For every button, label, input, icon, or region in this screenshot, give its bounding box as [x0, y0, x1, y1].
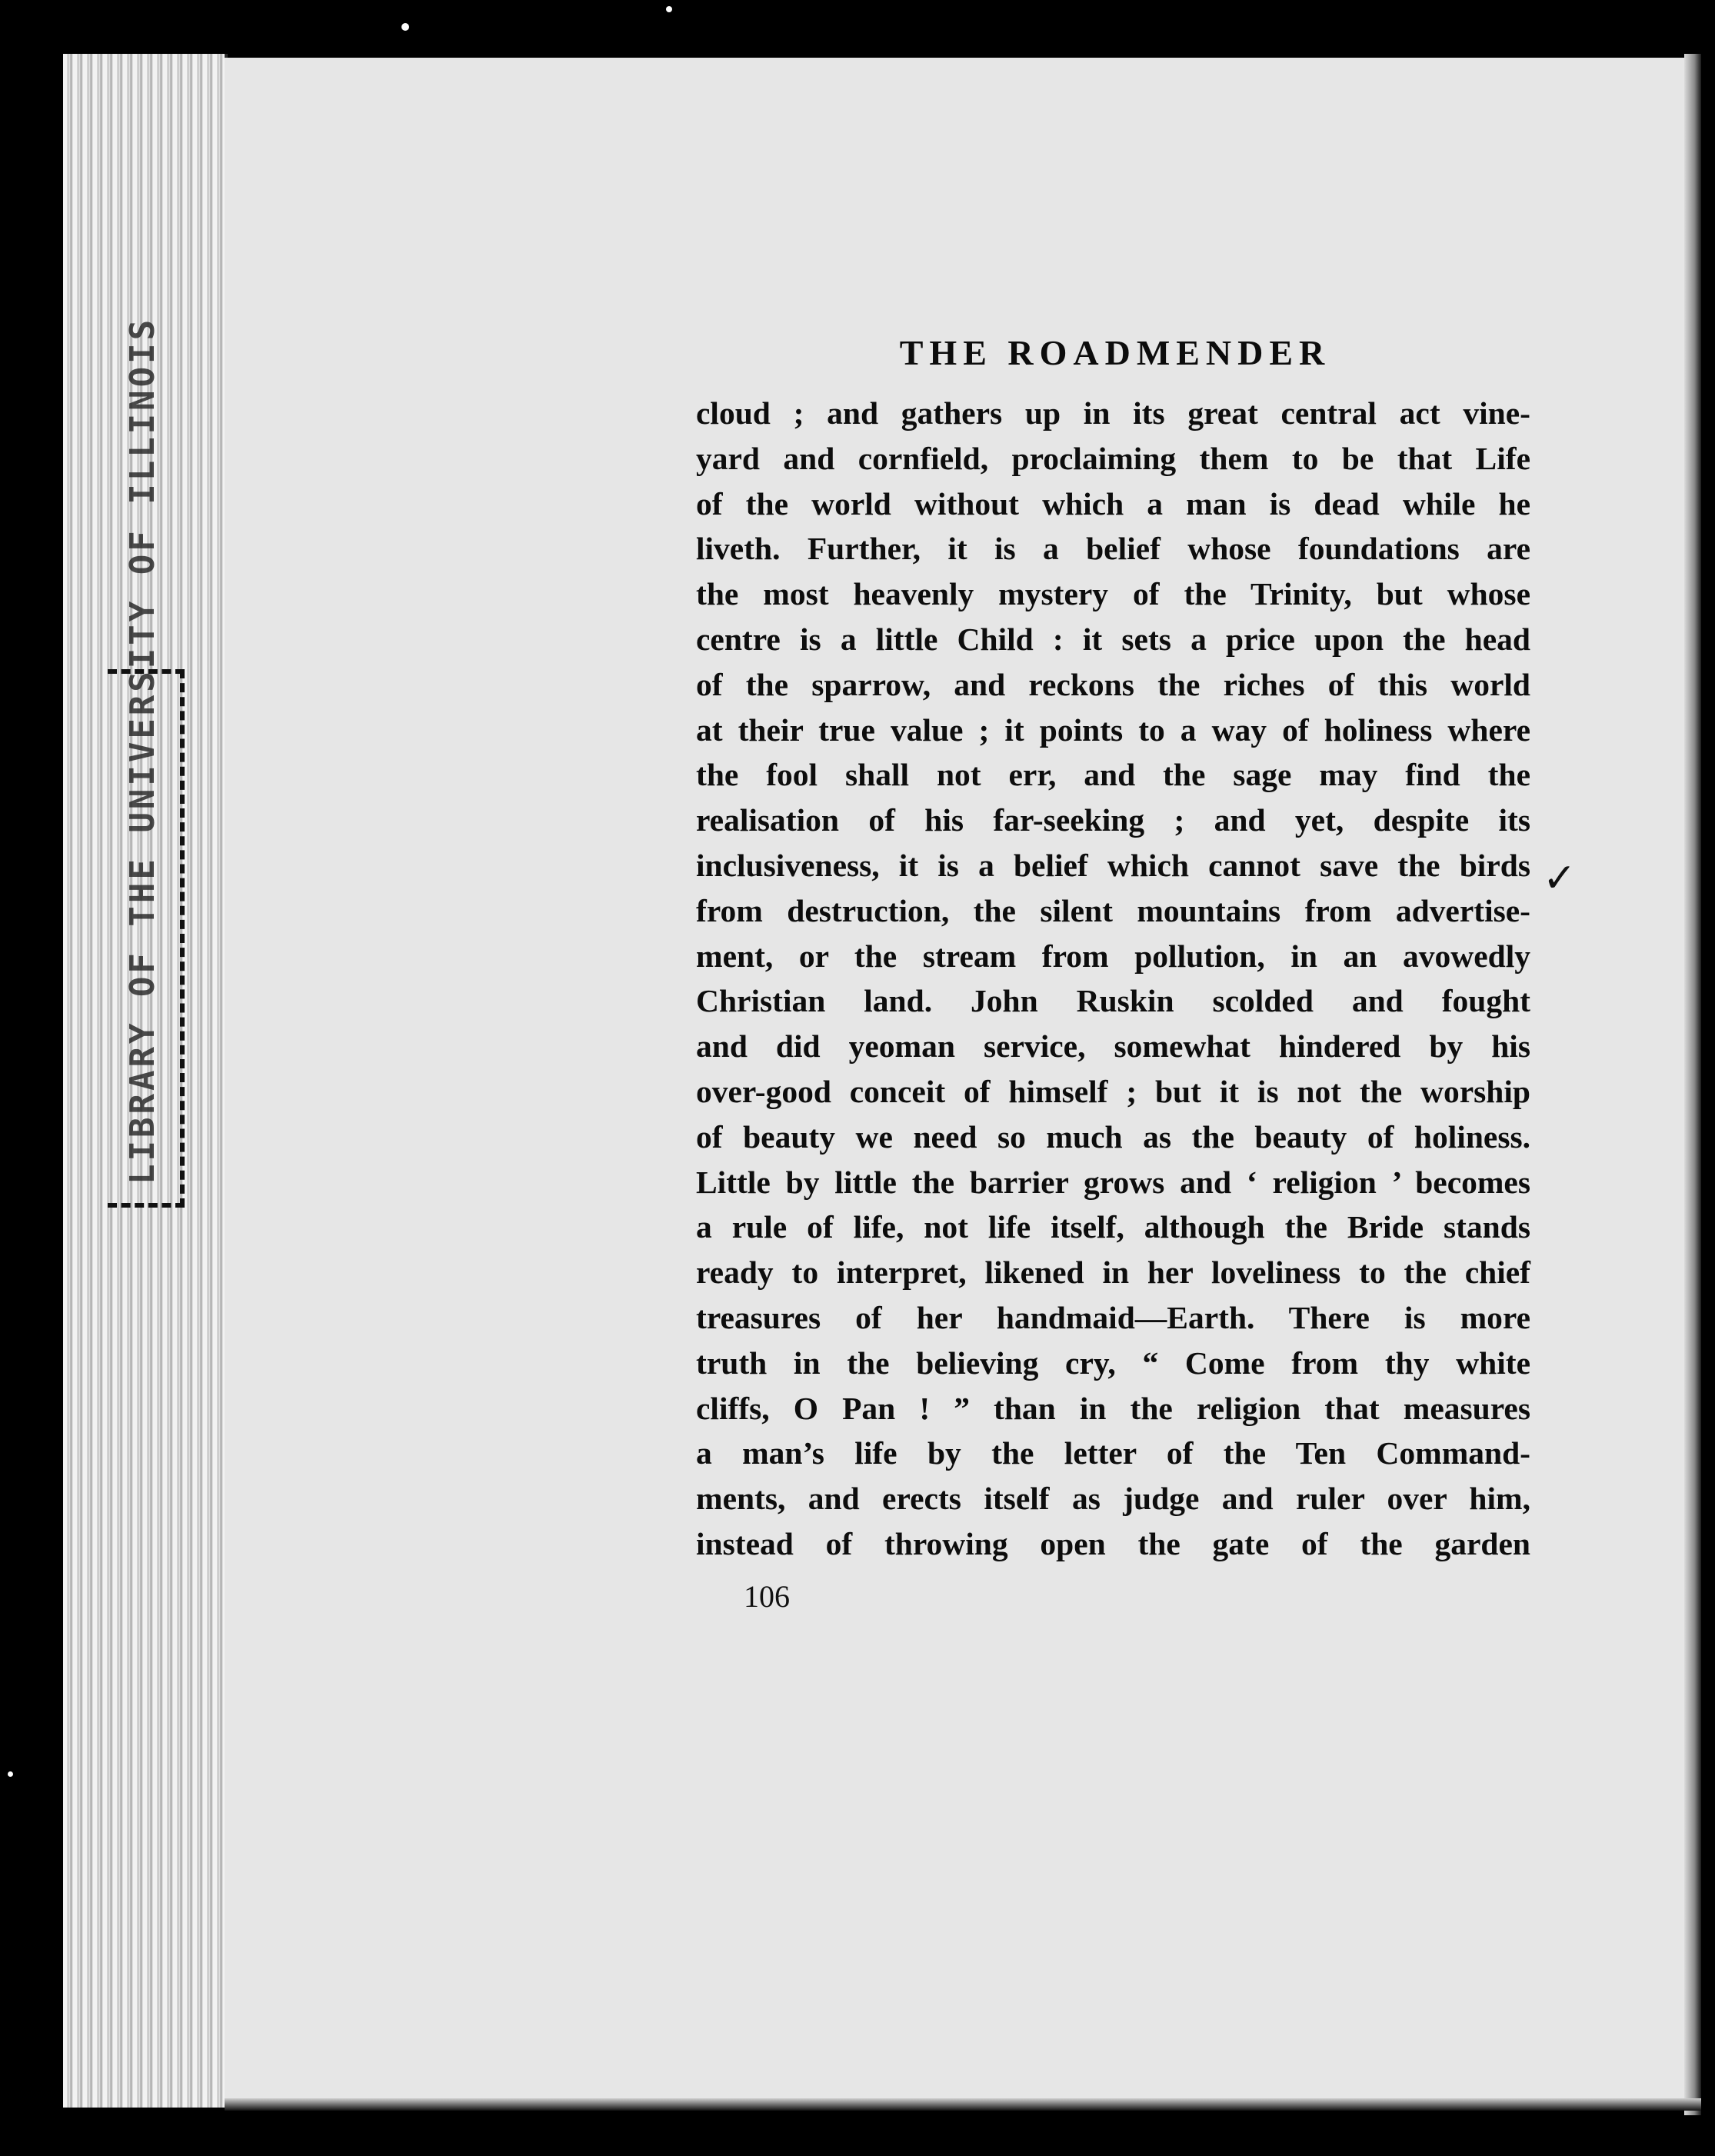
text-line: the most heavenly mystery of the Trinity, but whose [696, 576, 1530, 612]
text-line: the fool shall not err, and the sage may find the [696, 757, 1530, 793]
text-line: treasures of her handmaid—Earth. There is more [696, 1299, 1530, 1335]
text-line: cliffs, O Pan ! ” than in the religion that measures [696, 1390, 1530, 1426]
library-stamp: LIBRARY OF THE UNIVERSITY OF ILLINOIS [123, 316, 162, 1185]
text-line: instead of throwing open the gate of the garden [696, 1525, 1530, 1561]
dust-speck [401, 23, 409, 31]
text-line: liveth. Further, it is a belief whose foundations are [696, 531, 1530, 567]
text-line: truth in the believing cry, “ Come from thy white [696, 1345, 1530, 1381]
page-number: 106 [744, 1579, 790, 1614]
text-line: of beauty we need so much as the beauty of holiness. [696, 1118, 1530, 1155]
running-head: THE ROADMENDER [899, 333, 1331, 372]
text-line: realisation of his far-seeking ; and yet, despite its [696, 802, 1530, 838]
text-line: centre is a little Child : it sets a price upon the head [696, 621, 1530, 657]
body-text [696, 391, 1530, 1567]
text-line: ments, and erects itself as judge and ruler over him, [696, 1481, 1530, 1517]
text-line: a man’s life by the letter of the Ten Command- [696, 1435, 1530, 1471]
text-line: of the sparrow, and reckons the riches of this world [696, 666, 1530, 702]
dust-speck [8, 1771, 13, 1777]
text-line: cloud ; and gathers up in its great central act vine- [696, 395, 1530, 431]
page-bottom-edge [225, 2098, 1701, 2111]
text-line: ready to interpret, likened in her loveliness to the chief [696, 1255, 1530, 1291]
text-line: Little by little the barrier grows and ‘ religion ’ becomes [696, 1164, 1530, 1200]
page-right-edge [1684, 54, 1701, 2115]
text-line: ment, or the stream from pollution, in an avowedly [696, 938, 1530, 974]
text-line: Christian land. John Ruskin scolded and fought [696, 983, 1530, 1019]
dust-speck [666, 6, 672, 12]
text-line: over-good conceit of himself ; but it is not the worship [696, 1073, 1530, 1109]
text-line: and did yeoman service, somewhat hindered by his [696, 1028, 1530, 1065]
margin-check-mark: ✓ [1543, 855, 1577, 901]
text-line: a rule of life, not life itself, although the Bride stands [696, 1209, 1530, 1245]
text-line: inclusiveness, it is a belief which cannot save the birds [696, 847, 1530, 883]
text-line: from destruction, the silent mountains from advertise- [696, 892, 1530, 928]
text-line: of the world without which a man is dead while he [696, 485, 1530, 522]
text-line: at their true value ; it points to a way of holiness where [696, 711, 1530, 748]
text-line: yard and cornfield, proclaiming them to be that Life [696, 440, 1530, 476]
